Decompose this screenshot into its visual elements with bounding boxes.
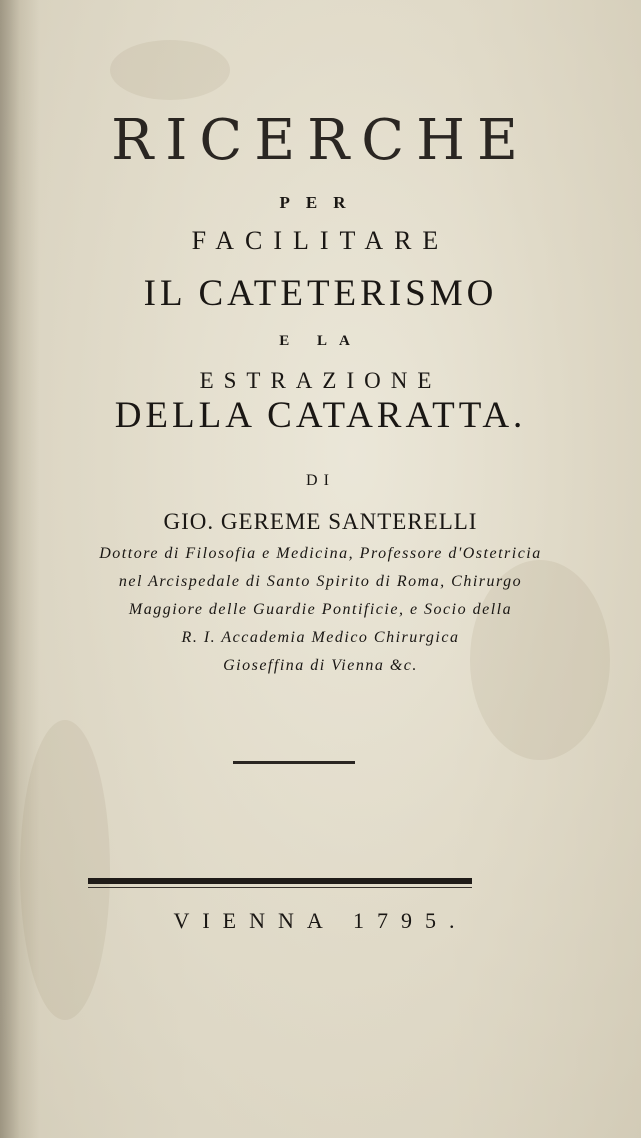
title-cataratta: DELLA CATARATTA. <box>114 395 527 436</box>
title-per: PER <box>279 193 362 212</box>
author-description-line: R. I. Accademia Medico Chirurgica <box>181 629 460 646</box>
author-description-line: Dottore di Filosofia e Medicina, Professore d'Ostetricia <box>99 545 542 562</box>
author-description-line: Maggiore delle Guardie Pontificie, e Socio della <box>128 601 513 618</box>
title-e-la: E LA <box>279 333 362 349</box>
author-description-line: nel Arcispedale di Santo Spirito di Roma, Chirurgo <box>118 573 523 590</box>
title-estrazione: ESTRAZIONE <box>199 368 442 393</box>
paper-stain <box>110 40 230 100</box>
decorative-rule-short <box>233 761 355 764</box>
decorative-rule-long <box>88 878 472 884</box>
decorative-rule-thin <box>88 887 472 888</box>
author-description-line: Gioseffina di Vienna &c. <box>223 657 418 674</box>
author-name: GIO. GEREME SANTERELLI <box>163 509 478 534</box>
title-ricerche: RICERCHE <box>111 108 530 173</box>
by-line-di: DI <box>306 472 335 489</box>
imprint-place-date: VIENNA 1795. <box>173 908 468 933</box>
title-cateterismo: IL CATETERISMO <box>143 273 498 314</box>
title-facilitare: FACILITARE <box>191 226 450 255</box>
paper-stain <box>20 720 110 1020</box>
